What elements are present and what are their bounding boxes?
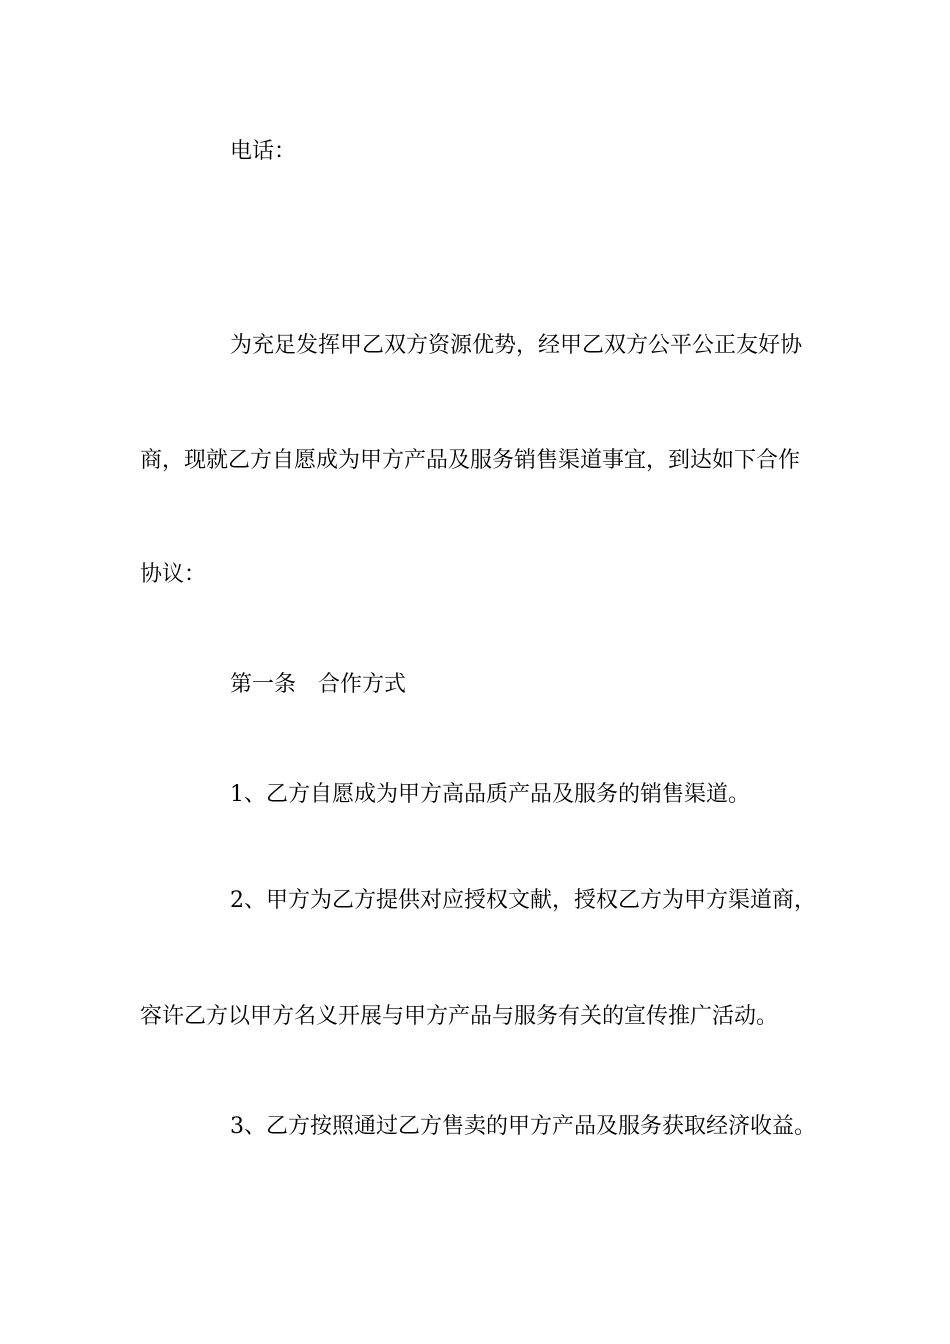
preamble-line-2: 商，现就乙方自愿成为甲方产品及服务销售渠道事宜，到达如下合作 [140,448,801,473]
article-1-title: 合作方式 [318,672,407,697]
preamble-line-3: 协议： [140,562,207,587]
clause-3: 3、乙方按照通过乙方售卖的甲方产品及服务获取经济收益。 [230,1114,816,1139]
preamble-line-1: 为充足发挥甲乙双方资源优势，经甲乙双方公平公正友好协 [230,333,803,358]
clause-2-line-2: 容许乙方以甲方名义开展与甲方产品与服务有关的宣传推广活动。 [140,1004,779,1029]
phone-label: 电话： [230,139,297,164]
clause-1: 1、乙方自愿成为甲方高品质产品及服务的销售渠道。 [230,782,750,807]
article-1-heading [230,671,406,699]
article-1-number: 第一条 [230,672,297,697]
clause-2-line-1: 2、甲方为乙方提供对应授权文献，授权乙方为甲方渠道商， [230,888,816,913]
